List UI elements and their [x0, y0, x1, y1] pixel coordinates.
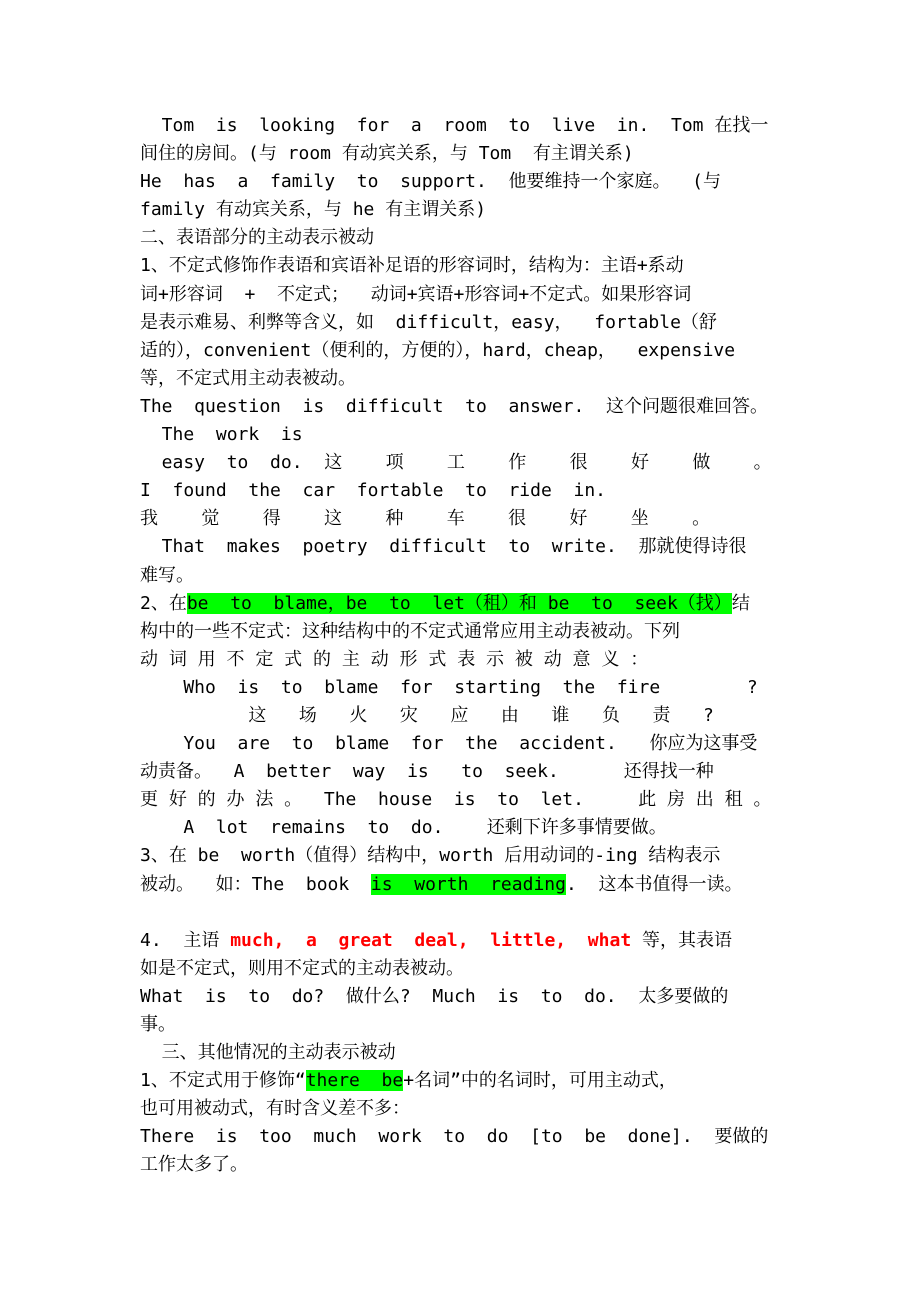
text-line: Who is to blame for starting the fire ? [140, 676, 758, 698]
text-segment: 被动。 如：The book [140, 873, 371, 895]
text-line: You are to blame for the accident. 你应为这事受 [140, 733, 758, 755]
text-line [140, 927, 782, 955]
text-segment: +名词”中的名词时，可用主动式， [403, 1070, 677, 1092]
text-line [140, 590, 782, 618]
text-segment: 1、不定式用于修饰“ [140, 1070, 306, 1092]
text-line: 如是不定式，则用不定式的主动表被动。 [140, 957, 464, 979]
text-segment: 2、在 [140, 592, 187, 614]
text-line: 工作太多了。 [140, 1154, 248, 1176]
text-line: 动责备。 A better way is to seek. 还得找一种 [140, 761, 714, 783]
text-line: 这 场 火 灾 应 由 谁 负 责 ? [140, 704, 714, 726]
text-line: There is too much work to do [to be done]. 要做的 [140, 1126, 769, 1148]
document-page [140, 112, 782, 1180]
text-segment: . 这本书值得一读。 [565, 873, 743, 895]
text-line: 难写。 [140, 564, 194, 586]
text-line: family 有动宾关系，与 he 有主谓关系) [140, 199, 487, 221]
text-line: 词+形容词 + 不定式； 动词+宾语+形容词+不定式。如果形容词 [140, 283, 692, 305]
text-line: That makes poetry difficult to write. 那就使得诗很 [140, 536, 747, 558]
highlighted-text: is worth reading [370, 873, 566, 895]
text-line: 我 觉 得 这 种 车 很 好 坐 。 [140, 508, 711, 530]
text-line: 等，不定式用主动表被动。 [140, 367, 356, 389]
highlighted-text: there be [305, 1070, 404, 1092]
highlighted-text: be to blame，be to let（租）和 be to seek（找） [186, 592, 732, 614]
red-bold-text: much, a great deal, little, what [230, 929, 632, 951]
text-line: 事。 [140, 1014, 176, 1035]
text-line: I found the car fortable to ride in. [140, 480, 606, 502]
text-line: 是表示难易、利弊等含义，如 difficult，easy， fortable（舒 [140, 311, 717, 333]
text-segment: 等，其表语 [631, 929, 732, 951]
text-line: 1、不定式修饰作表语和宾语补足语的形容词时，结构为：主语+系动 [140, 255, 684, 277]
text-line: Tom is looking for a room to live in. Tom 在找一 [140, 115, 769, 136]
text-line: What is to do? 做什么? Much is to do. 太多要做的 [140, 985, 729, 1007]
text-line: easy to do. 这 项 工 作 很 好 做 。 [140, 452, 772, 474]
text-line: 3、在 be worth（值得）结构中，worth 后用动词的-ing 结构表示 [140, 845, 721, 867]
text-segment: 4. 主语 [140, 929, 231, 951]
text-line: 构中的一些不定式：这种结构中的不定式通常应用主动表被动。下列 [140, 620, 680, 642]
text-line: 间住的房间。(与 room 有动宾关系，与 Tom 有主谓关系) [140, 143, 634, 165]
text-line: 动 词 用 不 定 式 的 主 动 形 式 表 示 被 动 意 义 ： [140, 648, 649, 670]
section-heading: 二、表语部分的主动表示被动 [140, 227, 374, 249]
blank-line [140, 899, 782, 927]
text-line [140, 1067, 782, 1095]
text-segment: 结 [731, 592, 750, 614]
text-line: 适的），convenient（便利的，方便的），hard，cheap， expensive [140, 339, 736, 361]
text-line: 也可用被动式，有时含义差不多： [140, 1098, 410, 1120]
text-line [140, 871, 782, 899]
section-heading: 三、其他情况的主动表示被动 [140, 1042, 396, 1064]
text-line: A lot remains to do. 还剩下许多事情要做。 [140, 817, 667, 839]
text-line: 更 好 的 办 法 。 The house is to let. 此 房 出 租 。 [140, 789, 772, 811]
text-line: He has a family to support. 他要维持一个家庭。 (与 [140, 171, 721, 193]
text-line: The work is [140, 424, 303, 446]
text-line: The question is difficult to answer. 这个问题很难回答。 [140, 395, 768, 417]
